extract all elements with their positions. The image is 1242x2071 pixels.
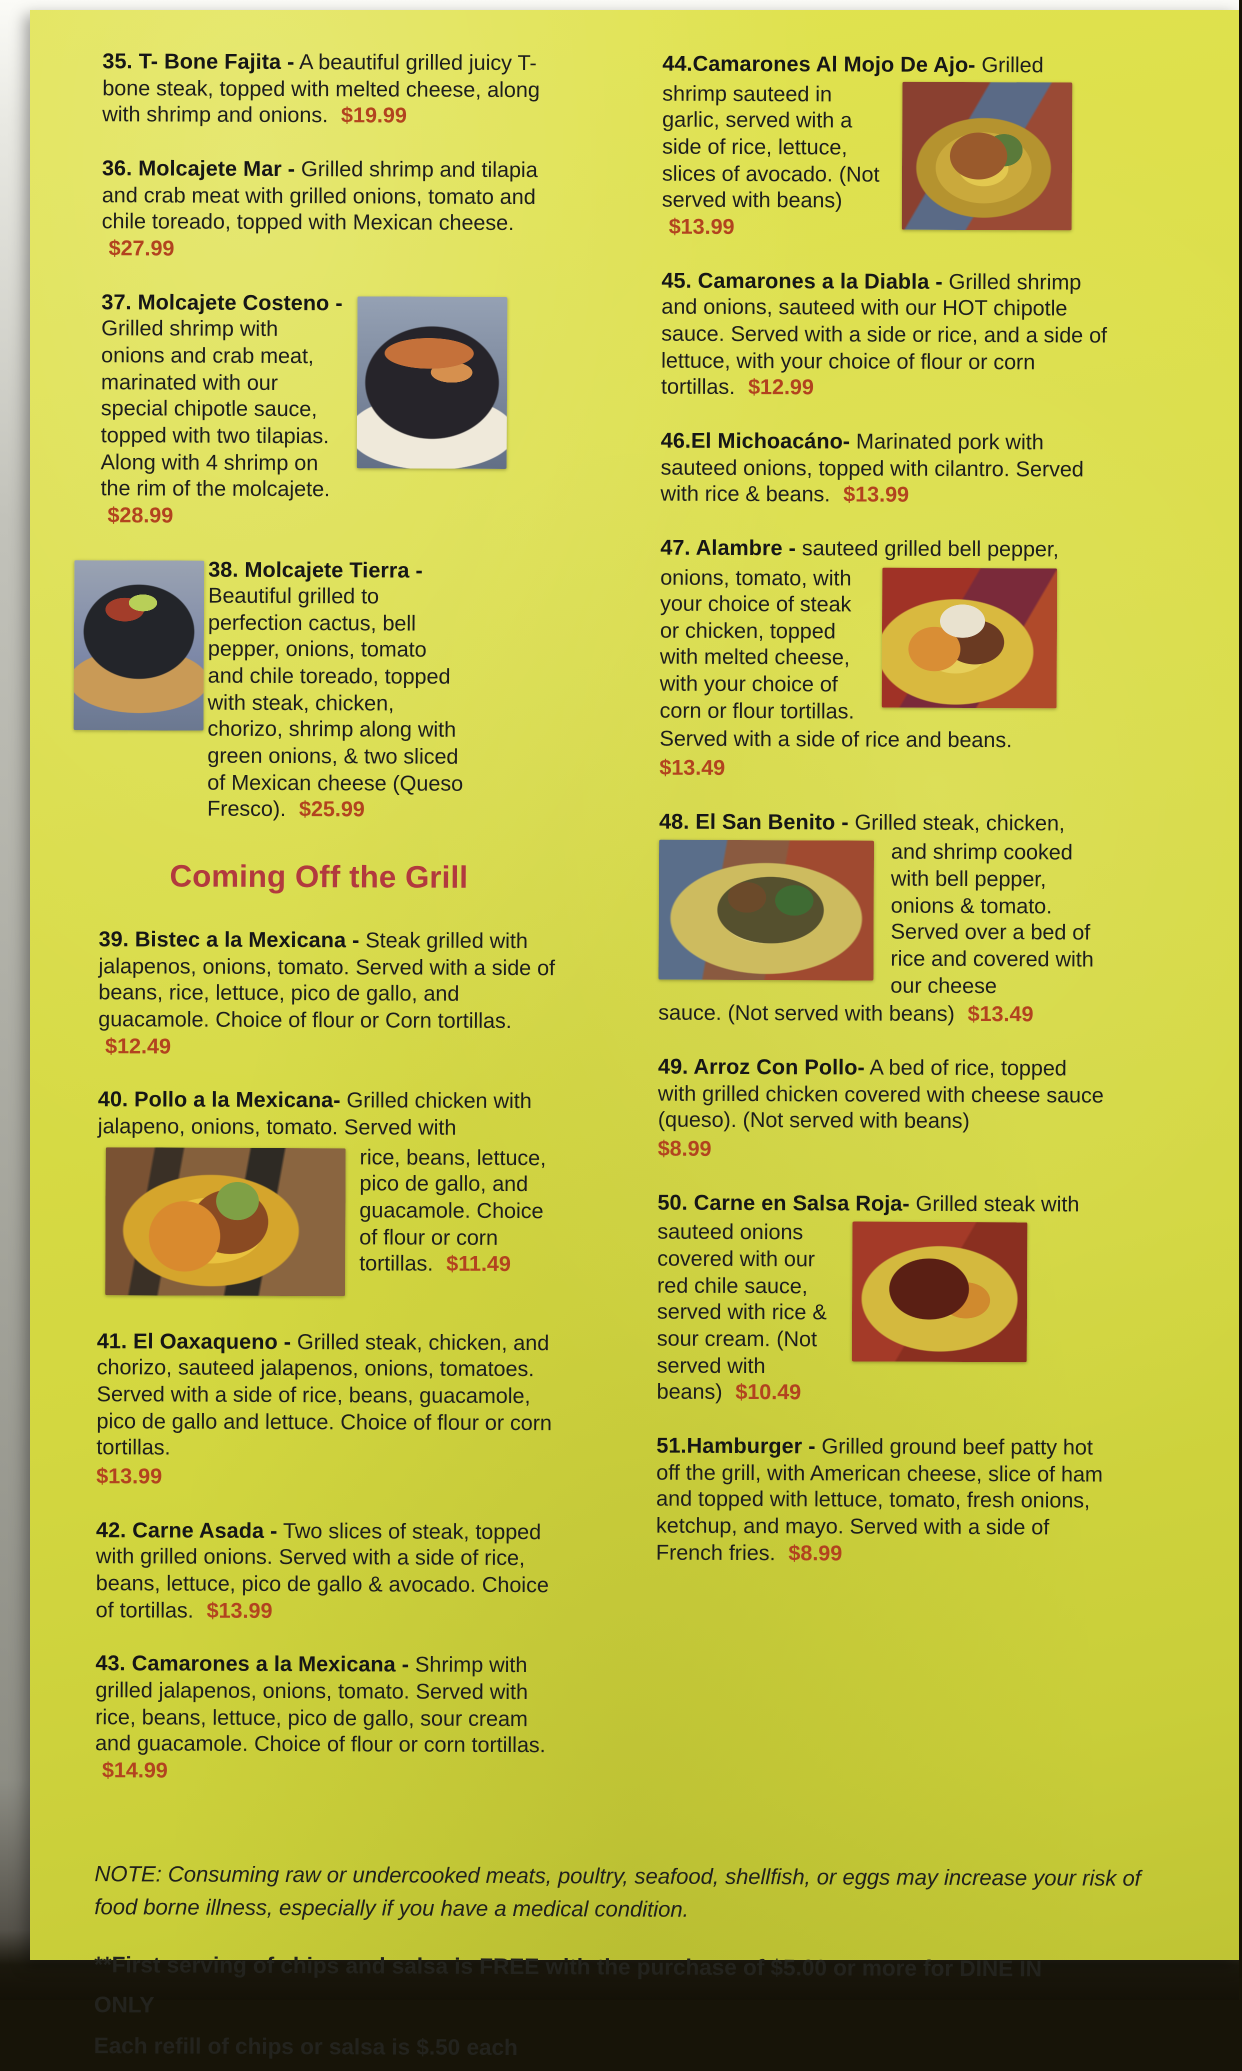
- item-title: 44.Camarones Al Mojo De Ajo-: [662, 51, 976, 78]
- item-description: Grilled shrimp and tilapia and crab meat with grilled onions, tomato and chile toreado, topped with Mexican cheese.: [101, 157, 538, 236]
- item-description: Grilled ground beef patty hot off the grill, with American cheese, slice of ham and topped with lettuce, tomato, fresh onions, ketchup, and mayo. Served with a side of French fries.: [655, 1434, 1103, 1565]
- menu-item-35: [102, 48, 567, 130]
- item-text: [657, 1189, 1107, 1218]
- item-description-lead: Grilled steak with: [915, 1191, 1080, 1217]
- item-title: 49. Arroz Con Pollo-: [658, 1054, 865, 1080]
- item-text: [102, 48, 567, 130]
- menu-item-51: [656, 1433, 1107, 1568]
- dish-photo-san-benito: [658, 840, 874, 981]
- menu-item-37: [100, 289, 566, 531]
- item-title: 40. Pollo a la Mexicana-: [97, 1087, 341, 1113]
- item-text: [656, 1433, 1107, 1568]
- item-text: [661, 428, 1111, 510]
- menu-item-43: [95, 1650, 561, 1785]
- menu-item-40: [97, 1087, 563, 1303]
- item-price: $13.99: [843, 482, 910, 507]
- item-text: [96, 1517, 561, 1626]
- item-text: [660, 534, 1110, 563]
- item-title: 36. Molcajete Mar -: [101, 156, 296, 182]
- health-warning-note: NOTE: Consuming raw or undercooked meats, poultry, seafood, shellfish, or eggs may increase your risk of food borne illness, especially if you have a medical condition.: [94, 1860, 1141, 1922]
- item-description: A bed of rice, topped with grilled chicken covered with cheese sauce (queso). (Not served with beans): [657, 1055, 1104, 1134]
- item-title: 46.El Michoacáno-: [660, 428, 851, 454]
- item-title: 38. Molcajete Tierra -: [208, 557, 423, 583]
- dish-photo-carne-salsa-roja: [852, 1222, 1028, 1363]
- menu-item-38: [99, 556, 565, 825]
- item-photo-row: [658, 838, 1109, 1000]
- menu-item-41: [96, 1328, 562, 1492]
- item-price: $25.99: [298, 797, 365, 822]
- menu-item-42: [96, 1517, 561, 1626]
- item-price: $28.99: [107, 503, 174, 528]
- item-description: Grilled shrimp and onions, sauteed with our HOT chipotle sauce. Served with a side or rice, and a side of lettuce, with your choice of flour or corn tortillas.: [660, 269, 1108, 400]
- item-title: 50. Carne en Salsa Roja-: [657, 1190, 910, 1216]
- item-description: Shrimp with grilled jalapenos, onions, tomato. Served with rice, beans, lettuce, pico de gallo, sour cream and guacamole. Choice of flour or corn tortillas.: [95, 1652, 546, 1758]
- item-title: 48. El San Benito -: [659, 809, 849, 835]
- chips-salsa-note-1: **First serving of chips and salsa is FREE with the purchase of $5.00 or more for DINE IN ONLY: [93, 1951, 1042, 2018]
- item-text: [96, 1328, 562, 1492]
- item-description-rest: onions, tomato, with your choice of steak or chicken, topped with melted cheese, with your choice of corn or flour tortillas.: [659, 565, 855, 724]
- item-price: $13.49: [967, 1002, 1034, 1027]
- item-title: 35. T- Bone Fajita -: [102, 49, 295, 75]
- item-text: [207, 556, 466, 824]
- menu-columns: [25, 8, 1242, 1816]
- item-description-rest: rice, beans, lettuce, pico de gallo, and guacamole. Choice of flour or corn tortillas. $11.49: [359, 1144, 547, 1277]
- item-price: $19.99: [341, 103, 407, 128]
- item-price: $13.99: [668, 214, 735, 239]
- dish-photo-alambre: [882, 567, 1058, 708]
- menu-item-47: [659, 534, 1110, 783]
- menu-item-48: [658, 808, 1109, 1028]
- item-price: $13.99: [206, 1598, 273, 1623]
- item-photo-row: [657, 1219, 1108, 1408]
- menu-item-44: [662, 51, 1113, 243]
- item-title: 45. Camarones a la Diabla -: [661, 268, 943, 294]
- item-text: [98, 1087, 563, 1142]
- item-text: [658, 1054, 1108, 1165]
- item-description: A beautiful grilled juicy T-bone steak, topped with melted cheese, along with shrimp and onions.: [102, 50, 540, 128]
- item-price: $27.99: [108, 236, 175, 261]
- item-title: 43. Camarones a la Mexicana -: [95, 1651, 410, 1677]
- item-title: 41. El Oaxaqueno -: [96, 1328, 292, 1354]
- item-description: Grilled shrimp with onions and crab meat, marinated with our special chipotle sauce, topped with two tilapias. Along with 4 shrimp on the rim of the molcajete.: [100, 316, 331, 502]
- item-photo-row: [662, 80, 1113, 242]
- dish-photo-molcajete-tierra: [74, 560, 205, 731]
- footer-notes: [24, 1810, 1234, 2071]
- item-description: Steak grilled with jalapenos, onions, tomato. Served with a side of beans, rice, lettuce, pico de gallo, and guacamole. Choice of flour or Corn tortillas.: [98, 928, 556, 1034]
- item-description-lead: Grilled chicken with jalapeno, onions, tomato. Served with: [97, 1088, 532, 1140]
- dish-photo-camarones-mojo: [902, 81, 1073, 230]
- item-price: $12.99: [748, 375, 814, 400]
- item-price: $8.99: [788, 1540, 843, 1565]
- item-description-lead: Grilled: [981, 53, 1044, 78]
- item-description-rest: shrimp sauteed in garlic, served with a side of rice, lettuce, slices of avocado. (Not served with beans) $13.99: [661, 81, 880, 239]
- item-description: Beautiful grilled to perfection cactus, bell pepper, onions, tomato and chile toreado, topped with steak, chicken, chorizo, shrimp along with green onions, & two sliced of Mexican cheese (Queso Fresco).: [207, 583, 464, 822]
- menu-item-50: [657, 1189, 1108, 1407]
- item-text: [662, 51, 1112, 80]
- item-price: $11.49: [446, 1251, 511, 1277]
- menu-item-46: [661, 428, 1111, 510]
- menu-column-left: [95, 48, 568, 1813]
- item-text: [98, 926, 564, 1061]
- item-title: 47. Alambre -: [660, 535, 796, 561]
- item-description-rest: sauteed onions covered with our red chile sauce, served with rice & sour cream. (Not served with beans) $10.49: [656, 1219, 827, 1405]
- menu-item-49: [658, 1054, 1108, 1165]
- item-photo-row: [97, 1143, 563, 1303]
- item-text: [661, 267, 1112, 402]
- menu-page: [30, 10, 1239, 2060]
- menu-item-45: [661, 267, 1112, 402]
- item-description: Grilled steak, chicken, and chorizo, sauteed jalapenos, onions, tomatoes. Served with a side of rice, beans, guacamole, pico de gallo and lettuce. Choice of flour or corn tortillas.: [96, 1329, 552, 1460]
- item-description-lead: sauteed grilled bell pepper,: [801, 536, 1059, 562]
- item-description-tail: Served with a side of rice and beans. $13.49: [659, 726, 1109, 783]
- chips-salsa-note-2: Each refill of chips or salsa is $.50 each: [93, 2032, 518, 2060]
- item-description: Two slices of steak, topped with grilled onions. Served with a side of rice, beans, lettuce, pico de gallo & avocado. Choice of tortillas.: [95, 1518, 549, 1623]
- item-price: $8.99: [657, 1136, 712, 1161]
- item-price: $14.99: [101, 1758, 168, 1783]
- dish-photo-molcajete-costeno: [357, 296, 508, 469]
- item-text: [102, 155, 567, 264]
- item-description-rest: and shrimp cooked with bell pepper, onions & tomato. Served over a bed of rice and covered with our cheese: [890, 840, 1094, 998]
- item-title: 51.Hamburger -: [656, 1433, 816, 1459]
- item-text: [659, 808, 1109, 837]
- item-price: $13.99: [96, 1464, 163, 1489]
- item-title: 39. Bistec a la Mexicana -: [98, 927, 360, 953]
- item-description-tail: sauce. (Not served with beans) $13.49: [658, 1000, 1034, 1027]
- item-title: 37. Molcajete Costeno -: [101, 289, 343, 315]
- item-photo-row: [660, 564, 1111, 726]
- item-text: [100, 289, 346, 530]
- menu-item-36: [102, 155, 567, 264]
- item-price: $10.49: [735, 1380, 802, 1405]
- item-description-lead: Grilled steak, chicken,: [854, 810, 1065, 836]
- item-price: $13.49: [659, 755, 726, 781]
- item-title: 42. Carne Asada -: [96, 1517, 278, 1543]
- menu-item-39: [98, 926, 564, 1061]
- section-heading-grill: Coming Off the Grill: [169, 858, 469, 895]
- menu-column-right: [655, 51, 1113, 1815]
- dish-photo-pollo-mexicana: [105, 1147, 346, 1296]
- item-text: [95, 1650, 561, 1785]
- item-description: Marinated pork with sauteed onions, topped with cilantro. Served with rice & beans.: [660, 429, 1084, 507]
- item-price: $12.49: [105, 1033, 171, 1059]
